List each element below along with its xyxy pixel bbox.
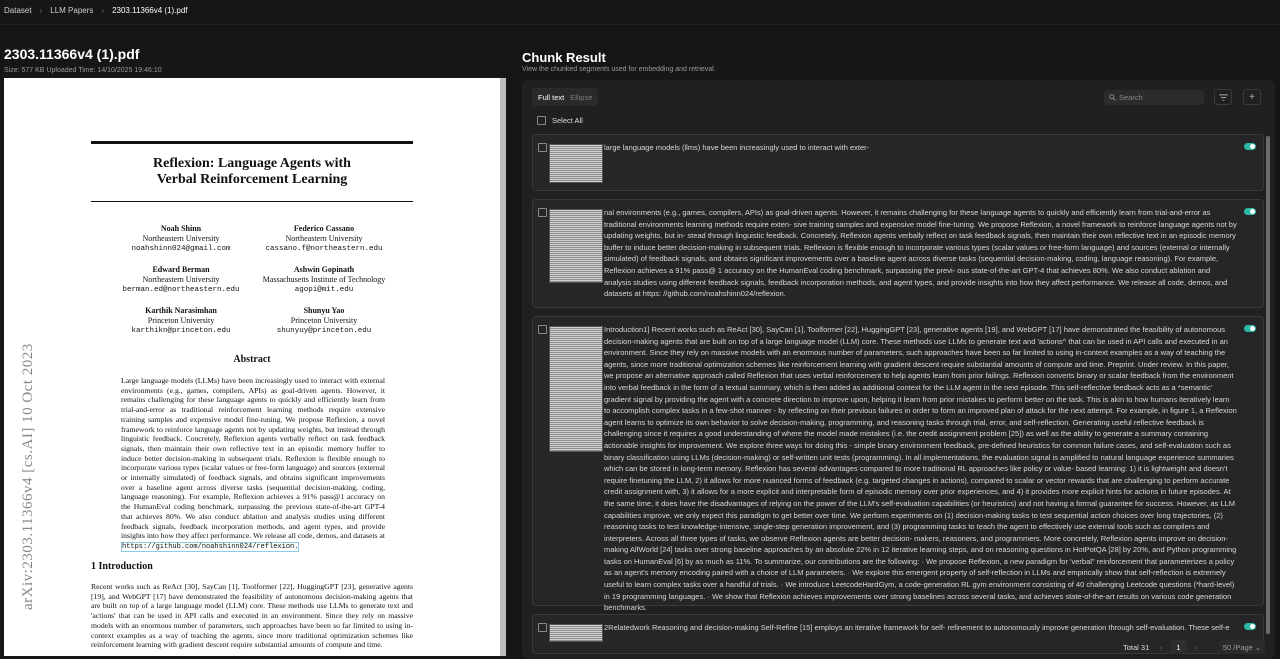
chevron-left-icon[interactable]: ‹ [1160,642,1163,652]
title-rule-top [91,141,413,144]
breadcrumb-current-file: 2303.11366v4 (1).pdf [112,6,188,15]
chunk-text: 2Relatedwork Reasoning and decision-making Self-Refine [15] employs an iterative framework for self- refinement to autonomously improve generation through self-evaluation. These self-e [604,623,1230,632]
author-email: berman.ed@northeastern.edu [122,286,240,294]
pdf-page [4,78,504,656]
author-affiliation: Northeastern University [142,234,220,243]
file-size: 577 KB [21,67,45,74]
chunk-thumbnail [549,144,603,183]
filter-button[interactable] [1214,89,1232,105]
chunk-enable-toggle[interactable] [1244,623,1256,630]
author-email: cassano.f@northeastern.edu [265,245,383,253]
chevron-right-icon[interactable]: › [1194,642,1197,652]
pdf-scrollbar[interactable] [500,78,506,656]
chunk-card[interactable] [532,134,1264,191]
author-name: Noah Shinn [160,224,202,233]
uploaded-label: Uploaded Time: [46,67,96,74]
breadcrumb-dataset[interactable]: Dataset [4,6,32,15]
page-size-select[interactable] [1219,639,1265,655]
author-block [239,265,409,295]
author-name: Karthik Narasimhan [145,306,217,315]
chevron-right-icon: › [39,6,43,15]
header-divider [0,24,1280,25]
chunk-checkbox[interactable] [538,208,547,217]
chunk-thumbnail [549,624,603,642]
arxiv-stamp: arXiv:2303.11366v4 [cs.AI] 10 Oct 2023 [20,343,36,610]
author-name: Edward Berman [152,265,210,274]
view-mode-tabs [532,88,598,106]
pdf-viewer[interactable] [4,78,506,656]
title-rule-bottom [91,201,413,202]
total-count: Total 31 [1123,642,1150,652]
tab-ellipse[interactable]: Ellipse [570,92,593,102]
file-title: 2303.11366v4 (1).pdf [4,46,140,62]
abstract-text [121,376,385,553]
chunk-list-scrollbar[interactable] [1266,136,1270,634]
chunk-text: nal environments (e.g., games, compilers, APIs) as goal-driven agents. However, it remains challenging for these language agents to quickly and efficiently learn from trial-and-error as traditional environments learning methods require exten- sive training samples and expensive model fine-tuning. We propose Reflexion, a novel framework to reinforce language agents not by updating weights, but in- stead through linguistic feedback. Concretely, Reflexion agents verbally reflect on task feedback signals, then maintain their own reflective text in an episodic memory buffer to induce better decision-making in subsequent trials. Reflexion is flexible enough to incorporate various types (scalar values or free-form language) and sources (external or internally simulated) of feedback signals, and obtains significant improvements over a baseline agent across diverse tasks (sequential decision-making, coding, language reasoning). For example, Reflexion achieves a 91% pass@ 1 accuracy on the HumanEval coding benchmark, surpassing the previ- ous state-of-the-art GPT-4 that achieves 80%. We also conduct ablation and analysis studies using different feedback signals, feedback incorporation methods, and agent types, and provide insights into how they affect performance. We release all code, demos, and datasets at https: //github.com/noahshinn024/reflexion. [604,208,1237,299]
chunk-checkbox[interactable] [538,325,547,334]
author-name: Shunyu Yao [303,306,345,315]
chunk-thumbnail [549,209,603,283]
breadcrumb [4,6,188,15]
paper-title-line-1: Reflexion: Language Agents with [153,156,351,171]
file-meta [4,67,162,74]
chunk-text: Introduction1] Recent works such as ReAct [30], SayCan [1], Toolformer [22], HuggingGPT [23], generative agents [19], and WebGPT [17] have demonstrated the feasibility of autonomous decision-making agents that are built on top of a large language model (LLM) core. These methods use LLMs to generate text and 'actions^ that can be used in API calls and executed in an environment. Since they rely on massive models with an enormous number of parameters, such approaches have been so far limited to using in-context examples as a way of teaching the agents, since more traditional optimization schemes like reinforcement learning with gradient descent require substantial amounts of compute and time. Preprint. Under review. In this paper, we propose an alternative approach called Reflexion that uses verbal reinforcement to help agents learn from prior failings. Reflexion converts binary or scalar feedback from the environment into verbal feedback in the form of a textual summary, which is then added as additional context for the LLM agent in the next episode. This self-reflective feedback acts as a *semantic' gradient signal by providing the agent with a concrete direction to improve upon, helping it learn from prior mistakes to perform better on the task. This is akin to how humans iteratively learn to accomplish complex tasks in a few-shot manner - by reflecting on their previous failures in order to form an improved plan of attack for the next attempt. For example, in figure 1, a Reflexion agent learns to optimize its own behavior to solve decision-making, programming, and reasoning tasks through trial, error, and self-reflection. Generating useful reflective feedback is challenging since it requires a good understanding of where the model made mistakes (i.e. the credit assignment problem [25]) as well as the ability to generate a summary containing actionable insights for improvement. We explore three ways for doing this - simple binary environment feedback, pre-defined heuristics for common failure cases, and self-evaluation such as binary classification using LLMs (decision-making) or self-written unit tests (programming). In all implementations, the evaluation signal is amplified to natural language experience summaries which can be stored in long-term memory. Reflexion has several advantages compared to more traditional RL approaches like policy or value- based learning: 1) it is lightweight and doesn't require finetuning the LLM, 2) it allows for more nuanced forms of feedback (e.g. targeted changes in actions), compared to scalar or vector rewards that are challenging to perform accurate credit assignment with, 3) it allows for a more explicit and interpretable form of episodic memory over prior experiences, and 4) it provides more explicit hints for actions in future episodes. At the same time, it does have the disadvantages of relying on the power of the LLM's self-evaluation capabilities (or heuristics) and not having a formal guarantee for success. However, as LLM capabilities improve, we only expect this paradigm to get better over time. We perform experiments on (1) decision-making tasks to test sequential action choices over long trajectories, (2) reasoning tasks to test knowledge-intensive, single-step generation improvement, and (3) programming tasks to teach the agent to effectively use external tools such as compilers and interpreters. Across all three types of tasks, we observe Reflexion agents are better decision- makers, reasoners, and programmers. More concretely, Reflexion agents improve on decision-making AlfWorld [24] tasks over strong baseline approaches by an absolute 22% in 12 iterative learning steps, and on reasoning questions in HotPotQA [28] by 20%, and Python programming tasks on HumanEval [6] by as much as 11%. To summarize, our contributions are the following: · We propose Reflexion, a new paradigm for 'verbal" reinforcement that parameterizes a policy as an agent's memory encoding paired with a choice of LLM parameters. · We explore this emergent property of self-reflection in LLMs and empirically show that self-reflection is extremely useful to learn complex tasks over a handful of trials. · We introduce LeetcodeHardGym, a code-generation RL gym environment consisting of 40 challenging Leetcode questions (*hard-level) in 19 programming languages. · We show that Reflexion achieves improvements over strong baselines across several tasks, and achieves state-of-the-art results on various code generation benchmarks. [604,325,1237,613]
chunk-card[interactable] [532,316,1264,613]
author-affiliation: Northeastern University [142,275,220,284]
search-placeholder: Search [1119,93,1143,102]
chunk-thumbnail [549,326,603,452]
size-label: Size: [4,67,20,74]
paper-title-line-2: Verbal Reinforcement Learning [156,172,348,187]
search-icon [1109,94,1116,101]
abstract-link[interactable]: https://github.com/noahshinn024/reflexion. [122,542,299,551]
author-block [239,224,409,254]
chunk-text: large language models (llms) have been increasingly used to interact with exter- [604,143,870,152]
chevron-right-icon: › [101,6,105,15]
select-all[interactable] [537,116,583,125]
author-email: noahshinn024@gmail.com [131,245,231,253]
chunk-enable-toggle[interactable] [1244,208,1256,215]
select-all-checkbox[interactable] [537,116,546,125]
abstract-heading: Abstract [233,354,271,365]
chunk-result-title: Chunk Result [522,50,606,65]
chunk-panel [522,80,1275,659]
tab-full-text[interactable]: Full text [538,92,565,102]
abstract-body: Large language models (LLMs) have been increasingly used to interact with external environments (e.g., games, compilers, APIs) as goal-driven agents. However, it remains challenging for these language agents to quickly and efficiently learn from trial-and-error as traditional reinforcement learning methods require extensive training samples and expensive model fine-tuning. We propose Reflexion, a novel framework to reinforce language agents not by updating weights, but instead through linguistic feedback. Concretely, Reflexion agents verbally reflect on task feedback signals, then maintain their own reflective text in an episodic memory buffer to induce better decision-making in subsequent trials. Reflexion is flexible enough to incorporate various types (scalar values or free-form language) and sources (external or internally simulated) of feedback signals, and obtains significant improvements over a baseline agent across diverse tasks (sequential decision-making, coding, language reasoning). For example, Reflexion achieves a 91% pass@1 accuracy on the HumanEval coding benchmark, surpassing the previous state-of-the-art GPT-4 that achieves 80%. We also conduct ablation and analysis studies using different feedback signals, feedback incorporation methods, and agent types, and provide insights into how they affect performance. We release all code, demos, and datasets at [121,376,385,541]
chunk-result-subtitle: View the chunked segments used for embedding and retrieval. [522,66,716,73]
uploaded-time: 14/10/2025 19:46:10 [97,67,162,74]
plus-icon: + [1249,91,1255,103]
chunk-checkbox[interactable] [538,143,547,152]
chunk-enable-toggle[interactable] [1244,143,1256,150]
author-email: shunyuy@princeton.edu [276,327,372,335]
paper-title [91,156,413,188]
page-number-current[interactable]: 1 [1171,640,1187,654]
chunk-card[interactable] [532,199,1264,308]
filter-icon [1219,94,1228,101]
chunk-list [532,134,1265,634]
breadcrumb-llm-papers[interactable]: LLM Papers [50,6,94,15]
author-affiliation: Northeastern University [285,234,363,243]
pdf-scroll-thumb[interactable] [500,78,506,656]
select-all-label: Select All [552,116,583,125]
search-input[interactable] [1104,90,1204,105]
intro-heading: 1 Introduction [91,561,153,572]
author-block [239,306,409,336]
chunk-list-scroll-thumb[interactable] [1266,136,1270,634]
chunk-enable-toggle[interactable] [1244,325,1256,332]
author-affiliation: Princeton University [147,316,215,325]
author-email: karthikn@princeton.edu [131,327,231,335]
author-affiliation: Princeton University [290,316,358,325]
chunk-card[interactable] [532,614,1264,654]
chunk-checkbox[interactable] [538,623,547,632]
author-name: Ashwin Gopinath [293,265,355,274]
intro-text: Recent works such as ReAct [30], SayCan [1], Toolformer [22], HuggingGPT [23], generative agents [19], and WebGPT [17] have demonstrated the feasibility of autonomous decision-making agents that are built on top of a large language model (LLM) core. These methods use LLMs to generate text and 'actions' that can be used in API calls and executed in an environment. Since they rely on massive models with an enormous number of parameters, such approaches have been so far limited to using in-context examples as a way of teaching the agents, since more traditional optimization schemes like reinforcement learning with gradient descent require substantial amounts of compute and time. [91,582,413,650]
page-size-label: 50 /Page [1222,642,1253,652]
chevron-down-icon: ⌄ [1254,642,1262,652]
author-email: agopi@mit.edu [294,286,354,294]
page-controls [1160,639,1197,655]
author-name: Federico Cassano [293,224,355,233]
author-affiliation: Massachusetts Institute of Technology [262,275,386,284]
add-chunk-button[interactable] [1243,89,1261,105]
pagination [1123,639,1149,655]
page-size-value[interactable] [1219,640,1265,654]
